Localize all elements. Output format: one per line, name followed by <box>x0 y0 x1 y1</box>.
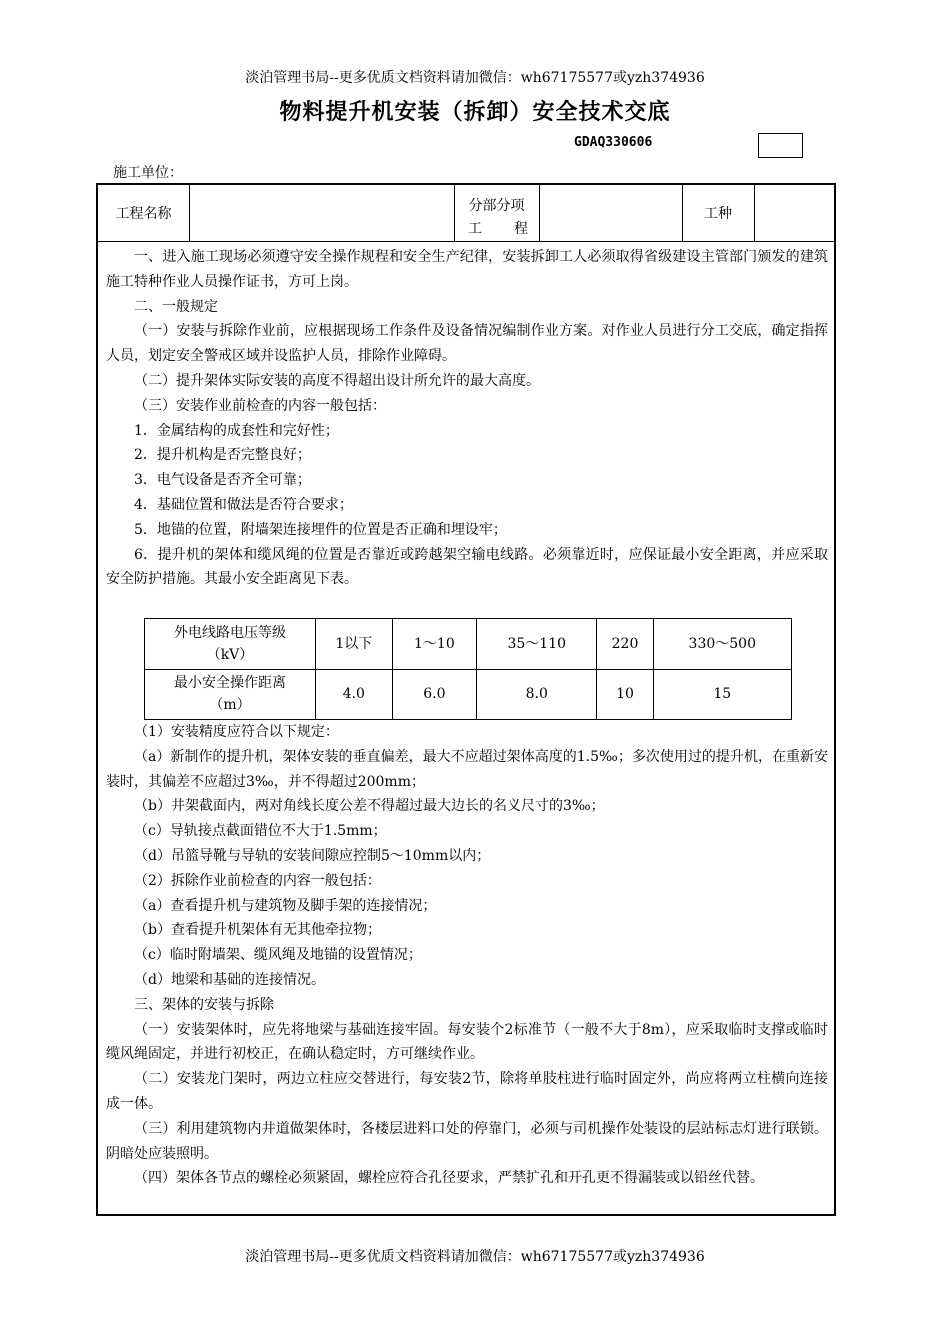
paragraph: （四）架体各节点的螺栓必须紧固，螺栓应符合孔径要求，严禁扩孔和开孔更不得漏装或以铅丝代替。 <box>134 1170 764 1187</box>
sub-project-value <box>540 185 682 241</box>
paragraph: （1）安装精度应符合以下规定： <box>134 724 339 740</box>
paragraph: 6．提升机的架体和缆风绳的位置是否靠近或跨越架空输电线路。必须靠近时，应保证最小安全距离，并应采取安全防护措施。其最小安全距离见下表。 <box>106 546 828 588</box>
voltage-header-line1: 外电线路电压等级 <box>174 624 286 641</box>
paragraph: 2．提升机构是否完整良好； <box>134 447 311 464</box>
paragraph: （b）查看提升机架体有无其他牵拉物； <box>134 922 381 939</box>
document-number-box <box>758 133 803 158</box>
document-code: GDAQ330606 <box>574 135 653 150</box>
distance-header <box>145 669 316 720</box>
sub-project-label-char-b: 程 <box>514 221 528 237</box>
paragraph: 三、架体的安装与拆除 <box>134 996 274 1013</box>
disclosure-form <box>96 183 836 1216</box>
paragraph: （一）安装与拆除作业前，应根据现场工作条件及设备情况编制作业方案。对作业人员进行分工交底，确定指挥人员，划定安全警戒区域并设监护人员，排除作业障碍。 <box>106 323 828 365</box>
body-before-table <box>106 245 828 592</box>
trade-label: 工种 <box>704 206 732 222</box>
paragraph: （2）拆除作业前检查的内容一般包括： <box>134 872 381 889</box>
voltage-cell: 1以下 <box>316 619 393 670</box>
voltage-cell: 35～110 <box>477 619 597 670</box>
voltage-cell: 330～500 <box>653 619 791 670</box>
paragraph: （a）查看提升机与建筑物及脚手架的连接情况； <box>134 897 437 914</box>
paragraph: （c）导轨接点截面错位不大于1.5mm； <box>134 823 387 840</box>
distance-cell: 8.0 <box>477 669 597 720</box>
paragraph: （d）吊篮导靴与导轨的安装间隙应控制5～10mm以内； <box>134 847 491 864</box>
voltage-cell: 220 <box>597 619 653 670</box>
voltage-header-line2: （kV） <box>206 646 254 663</box>
paragraph: （d）地梁和基础的连接情况。 <box>134 971 325 988</box>
paragraph: 1．金属结构的成套性和完好性； <box>134 422 339 439</box>
footer-note: 淡泊管理书局--更多优质文档资料请加微信：wh67175577或yzh374936 <box>245 1249 705 1265</box>
project-name-label: 工程名称 <box>115 206 172 222</box>
distance-cell: 6.0 <box>392 669 476 720</box>
paragraph: （三）安装作业前检查的内容一般包括： <box>134 397 386 414</box>
paragraph: 4．基础位置和做法是否符合要求； <box>134 496 353 513</box>
sub-project-label <box>454 185 539 241</box>
paragraph: （二）安装龙门架时，两边立柱应交替进行，每安装2节，除将单肢柱进行临时固定外，尚应将两立柱横向连接成一体。 <box>106 1071 828 1112</box>
paragraph: （三）利用建筑物内井道做架体时，各楼层进料口处的停靠门，必须与司机操作处装设的层站标志灯进行联锁。阴暗处应装照明。 <box>106 1120 828 1162</box>
paragraph: （a）新制作的提升机，架体安装的垂直偏差，最大不应超过架体高度的1.5‰；多次使用过的提升机，在重新安装时，其偏差不应超过3‰，并不得超过200mm； <box>106 748 828 790</box>
paragraph: 二、一般规定 <box>134 298 218 315</box>
safe-distance-table <box>144 618 792 720</box>
project-name-value <box>190 185 454 241</box>
distance-cell: 10 <box>597 669 653 720</box>
paragraph: 5．地锚的位置，附墙架连接埋件的位置是否正确和埋设牢； <box>134 521 507 538</box>
project-info-row <box>98 185 834 242</box>
document-title: 物料提升机安装（拆卸）安全技术交底 <box>279 100 671 125</box>
distance-header-line2: （m） <box>209 697 251 714</box>
body-after-table <box>106 720 828 1191</box>
header-note: 淡泊管理书局--更多优质文档资料请加微信：wh67175577或yzh374936 <box>245 70 705 86</box>
table-row <box>145 669 792 720</box>
paragraph: （b）井架截面内，两对角线长度公差不得超过最大边长的名义尺寸的3‰； <box>134 798 605 815</box>
paragraph: 一、进入施工现场必须遵守安全操作规程和安全生产纪律，安装拆卸工人必须取得省级建设主管部门颁发的建筑施工特种作业人员操作证书，方可上岗。 <box>106 249 828 290</box>
paragraph: （一）安装架体时，应先将地梁与基础连接牢固。每安装个2标准节（一般不大于8m），应采取临时支撑或临时缆风绳固定，并进行初校正，在确认稳定时，方可继续作业。 <box>106 1021 828 1063</box>
table-row <box>145 619 792 670</box>
trade-value <box>755 185 834 241</box>
paragraph: 3．电气设备是否齐全可靠； <box>134 472 311 489</box>
voltage-cell: 1～10 <box>392 619 476 670</box>
paragraph: （c）临时附墙架、缆风绳及地锚的设置情况； <box>134 947 422 964</box>
distance-cell: 15 <box>653 669 791 720</box>
sub-project-label-char-a: 工 <box>468 221 482 237</box>
paragraph: （二）提升架体实际安装的高度不得超出设计所允许的最大高度。 <box>134 372 540 389</box>
distance-cell: 4.0 <box>316 669 393 720</box>
sub-project-label-line2 <box>468 218 528 238</box>
construction-unit-label: 施工单位： <box>113 165 183 181</box>
distance-header-line1: 最小安全操作距离 <box>174 675 286 692</box>
sub-project-label-line1: 分部分项 <box>468 198 525 214</box>
voltage-header <box>145 619 316 670</box>
